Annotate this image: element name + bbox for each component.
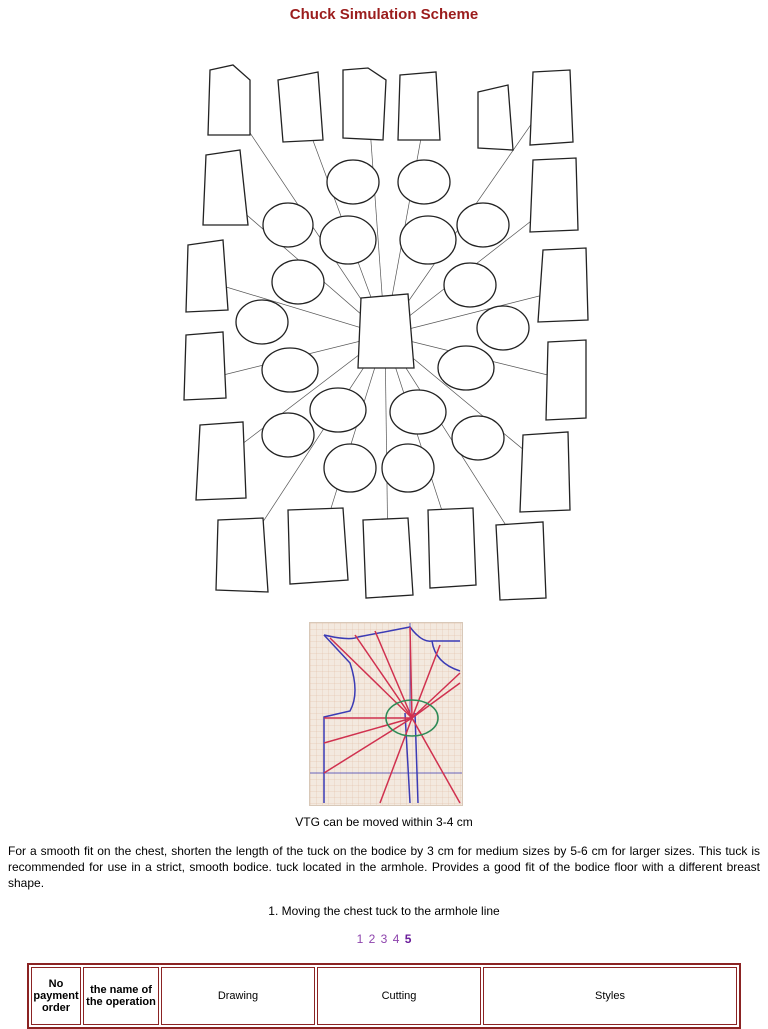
page-link-4[interactable]: 4: [392, 932, 400, 946]
chest-tuck-draft-diagram: [309, 622, 463, 806]
header-operation-name: the name of the operation: [83, 967, 159, 1025]
section-subheading: 1. Moving the chest tuck to the armhole line: [268, 904, 500, 918]
table-header-row: [31, 967, 737, 1025]
page-link-5-current[interactable]: 5: [404, 932, 412, 946]
page-link-3[interactable]: 3: [380, 932, 388, 946]
header-cutting: Cutting: [317, 967, 481, 1025]
header-no-payment-order: No payment order: [31, 967, 81, 1025]
description-paragraph: For a smooth fit on the chest, shorten the length of the tuck on the bodice by 3 cm for medium sizes by 5-6 cm for larger sizes. This tuck is recommended for use in a strict, smooth bodice. tuck located in the armhole. Provides a good fit of the bodice floor with a different breast shape.: [8, 844, 760, 890]
operations-table: [27, 963, 741, 1029]
page-link-2[interactable]: 2: [368, 932, 376, 946]
tuck-simulation-scheme-illustration: [178, 50, 592, 602]
figure-caption: VTG can be moved within 3-4 cm: [295, 815, 473, 829]
header-drawing: Drawing: [161, 967, 315, 1025]
page-link-1[interactable]: 1: [356, 932, 364, 946]
page-title: Chuck Simulation Scheme: [289, 6, 479, 23]
pagination: [0, 932, 768, 946]
header-styles: Styles: [483, 967, 737, 1025]
